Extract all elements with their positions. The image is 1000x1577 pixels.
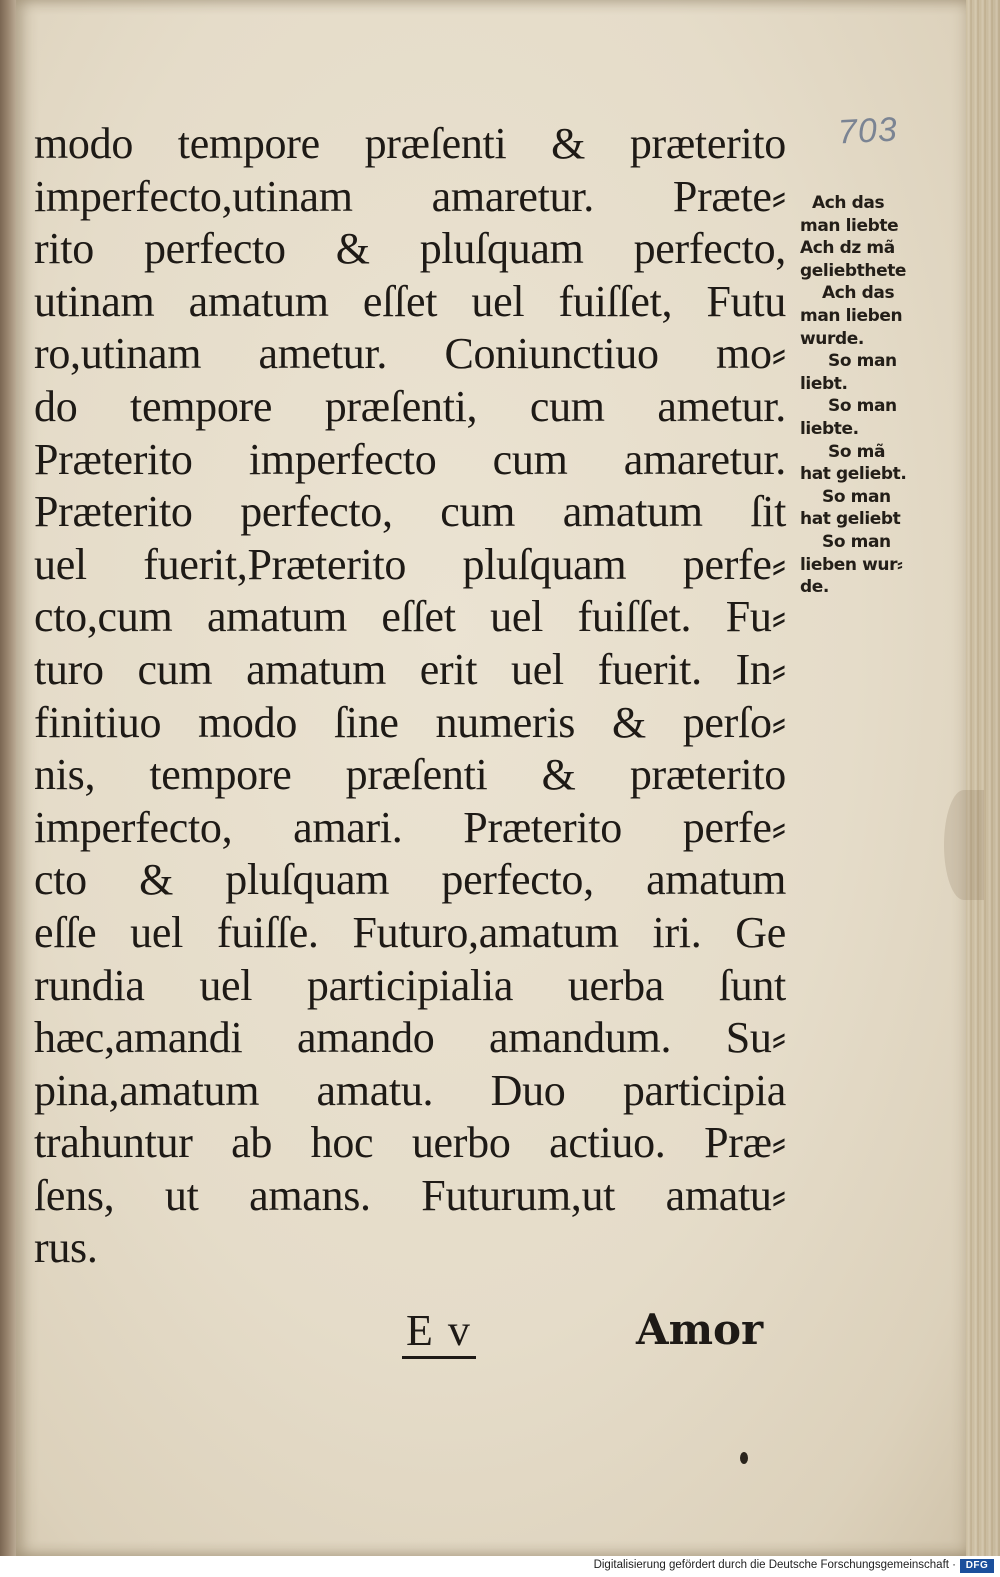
text-line: rus. <box>34 1223 98 1273</box>
text-line: rundia uel participialia uerba ſunt <box>34 960 786 1010</box>
text-line: turo cum amatum erit uel fuerit. In⸗ <box>34 644 786 694</box>
margin-note-line: So man <box>822 486 891 507</box>
margin-note-line: liebt. <box>800 373 848 394</box>
margin-note-line: Ach das <box>812 193 885 213</box>
text-line: nis, tempore præſenti & præterito <box>34 750 786 800</box>
clip-shadow <box>944 790 984 900</box>
text-line: ro,utinam ametur. Coniunctiuo mo⸗ <box>34 329 786 379</box>
signature-text: E v <box>402 1305 476 1359</box>
text-line: imperfecto,utinam amaretur. Præte⸗ <box>34 171 786 221</box>
text-line: do tempore præſenti, cum ametur. <box>34 381 786 431</box>
page-edge <box>966 0 1000 1556</box>
margin-note-line: liebte. <box>800 418 859 439</box>
signature-mark <box>402 1305 476 1359</box>
margin-note-line: hat geliebt <box>800 509 901 530</box>
catchword: Amor <box>636 1305 764 1354</box>
margin-note-line: geliebthete <box>800 260 907 281</box>
folio-number: 703 <box>837 110 899 152</box>
margin-notes <box>800 192 935 599</box>
margin-note-line: Ach das <box>822 283 895 304</box>
text-line: trahuntur ab hoc uerbo actiuo. Præ⸗ <box>34 1118 786 1168</box>
margin-note-line: wurde. <box>800 328 864 349</box>
text-line: ſens, ut amans. Futurum,ut amatu⸗ <box>34 1170 786 1220</box>
text-line: rito perfecto & pluſquam perfecto, <box>34 224 786 274</box>
text-line: finitiuo modo ſine numeris & perſo⸗ <box>34 697 786 747</box>
text-line: modo tempore præſenti & præterito <box>34 119 786 168</box>
margin-note-line: hat geliebt. <box>800 464 907 485</box>
margin-note-line: So mã <box>828 441 886 462</box>
text-line: Præterito perfecto, cum amatum ſit <box>34 487 786 537</box>
ink-dot <box>740 1452 748 1464</box>
text-line: eſſe uel fuiſſe. Futuro,amatum iri. Ge <box>34 907 786 957</box>
text-line: hæc,amandi amando amandum. Su⸗ <box>34 1013 786 1063</box>
text-line: utinam amatum eſſet uel fuiſſet, Futu <box>34 276 786 326</box>
text-line: pina,amatum amatu. Duo participia <box>34 1065 786 1115</box>
margin-note-line: So man <box>828 396 897 417</box>
dfg-logo: DFG <box>960 1559 994 1573</box>
margin-note-line: Ach dz mã <box>800 238 895 259</box>
margin-note-line: So man <box>822 531 891 552</box>
margin-note-line: de. <box>800 577 829 598</box>
text-line: Præterito imperfecto cum amaretur. <box>34 434 786 484</box>
text-line: imperfecto, amari. Præterito perfe⸗ <box>34 802 786 852</box>
main-text-block <box>34 118 786 1275</box>
margin-note-line: man lieben <box>800 305 903 326</box>
text-line: uel fuerit,Præterito pluſquam perfe⸗ <box>34 539 786 589</box>
footer-credit: Digitalisierung gefördert durch die Deutsche Forschungsgemeinschaft · <box>593 1559 956 1571</box>
margin-note-line: lieben wur⸗ <box>800 554 903 575</box>
margin-note-line: So man <box>828 351 897 372</box>
text-line: cto,cum amatum eſſet uel fuiſſet. Fu⸗ <box>34 592 786 642</box>
text-line: cto & pluſquam perfecto, amatum <box>34 855 786 905</box>
margin-note-line: man liebte <box>800 215 899 236</box>
